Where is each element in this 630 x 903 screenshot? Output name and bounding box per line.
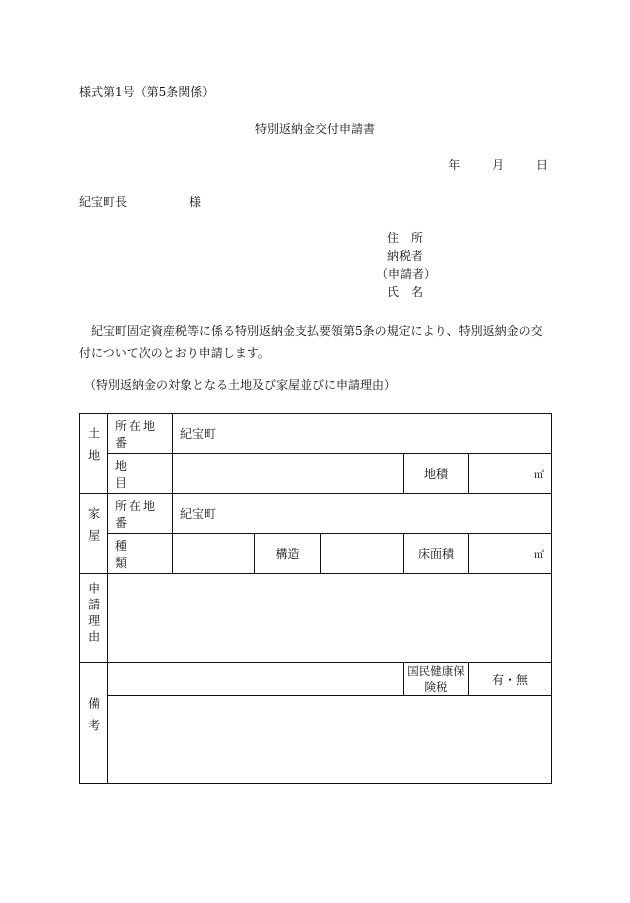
house-row-detail [80, 534, 552, 574]
insurance-value[interactable]: 有・無 [469, 663, 552, 696]
remarks-category: 備考 [80, 663, 108, 784]
remarks-row-insurance [80, 663, 552, 696]
form-number: 様式第1号（第5条関係） [79, 85, 215, 99]
applicant-taxpayer-label: 納税者 [386, 249, 423, 263]
body-text: 紀宝町固定資産税等に係る特別返納金支払要領第5条の規定により、特別返納金の交付について次のとおり申請します。 [79, 324, 543, 360]
land-type-value[interactable] [173, 454, 404, 494]
reason-category: 申請理由 [80, 574, 108, 663]
land-row-detail [80, 454, 552, 494]
section-heading: （特別返納金の対象となる土地及び家屋並びに申請理由） [84, 378, 397, 392]
reason-row [80, 574, 552, 663]
land-row-location [80, 414, 552, 454]
applicant-block [376, 229, 437, 301]
applicant-name-label: 氏 名 [386, 285, 423, 299]
house-row-location [80, 494, 552, 534]
land-area-unit: ㎡ [534, 470, 544, 481]
date-line [430, 156, 548, 173]
land-location-value[interactable]: 紀宝町 [173, 414, 552, 454]
house-category: 家屋 [80, 494, 108, 574]
house-floor-area-value[interactable] [469, 534, 552, 574]
remarks-blank [108, 663, 404, 696]
house-structure-label: 構造 [255, 534, 321, 574]
house-area-unit: ㎡ [534, 550, 544, 561]
applicant-applicant-label: （申請者） [376, 267, 437, 281]
land-type-label: 地目 [108, 454, 173, 494]
remarks-value[interactable] [108, 696, 552, 784]
house-structure-value[interactable] [321, 534, 404, 574]
applicant-address-label: 住 所 [386, 231, 423, 245]
land-category: 土地 [80, 414, 108, 494]
house-floor-area-label: 床面積 [404, 534, 469, 574]
land-area-value[interactable] [469, 454, 552, 494]
house-location-value[interactable]: 紀宝町 [173, 494, 552, 534]
honorific: 様 [189, 195, 202, 209]
date-year: 年 [448, 158, 461, 172]
house-location-label: 所在地番 [108, 494, 173, 534]
reason-value[interactable] [108, 574, 552, 663]
remarks-row-body [80, 696, 552, 784]
land-location-label: 所在地番 [108, 414, 173, 454]
insurance-label: 国民健康保険税 [404, 663, 469, 696]
land-area-label: 地積 [404, 454, 469, 494]
house-kind-label: 種類 [108, 534, 173, 574]
addressee [79, 193, 201, 210]
application-table [79, 413, 552, 784]
addressee-name: 紀宝町長 [79, 195, 128, 209]
house-kind-value[interactable] [173, 534, 255, 574]
date-day: 日 [535, 158, 548, 172]
document-title: 特別返納金交付申請書 [254, 122, 375, 136]
date-month: 月 [492, 158, 505, 172]
